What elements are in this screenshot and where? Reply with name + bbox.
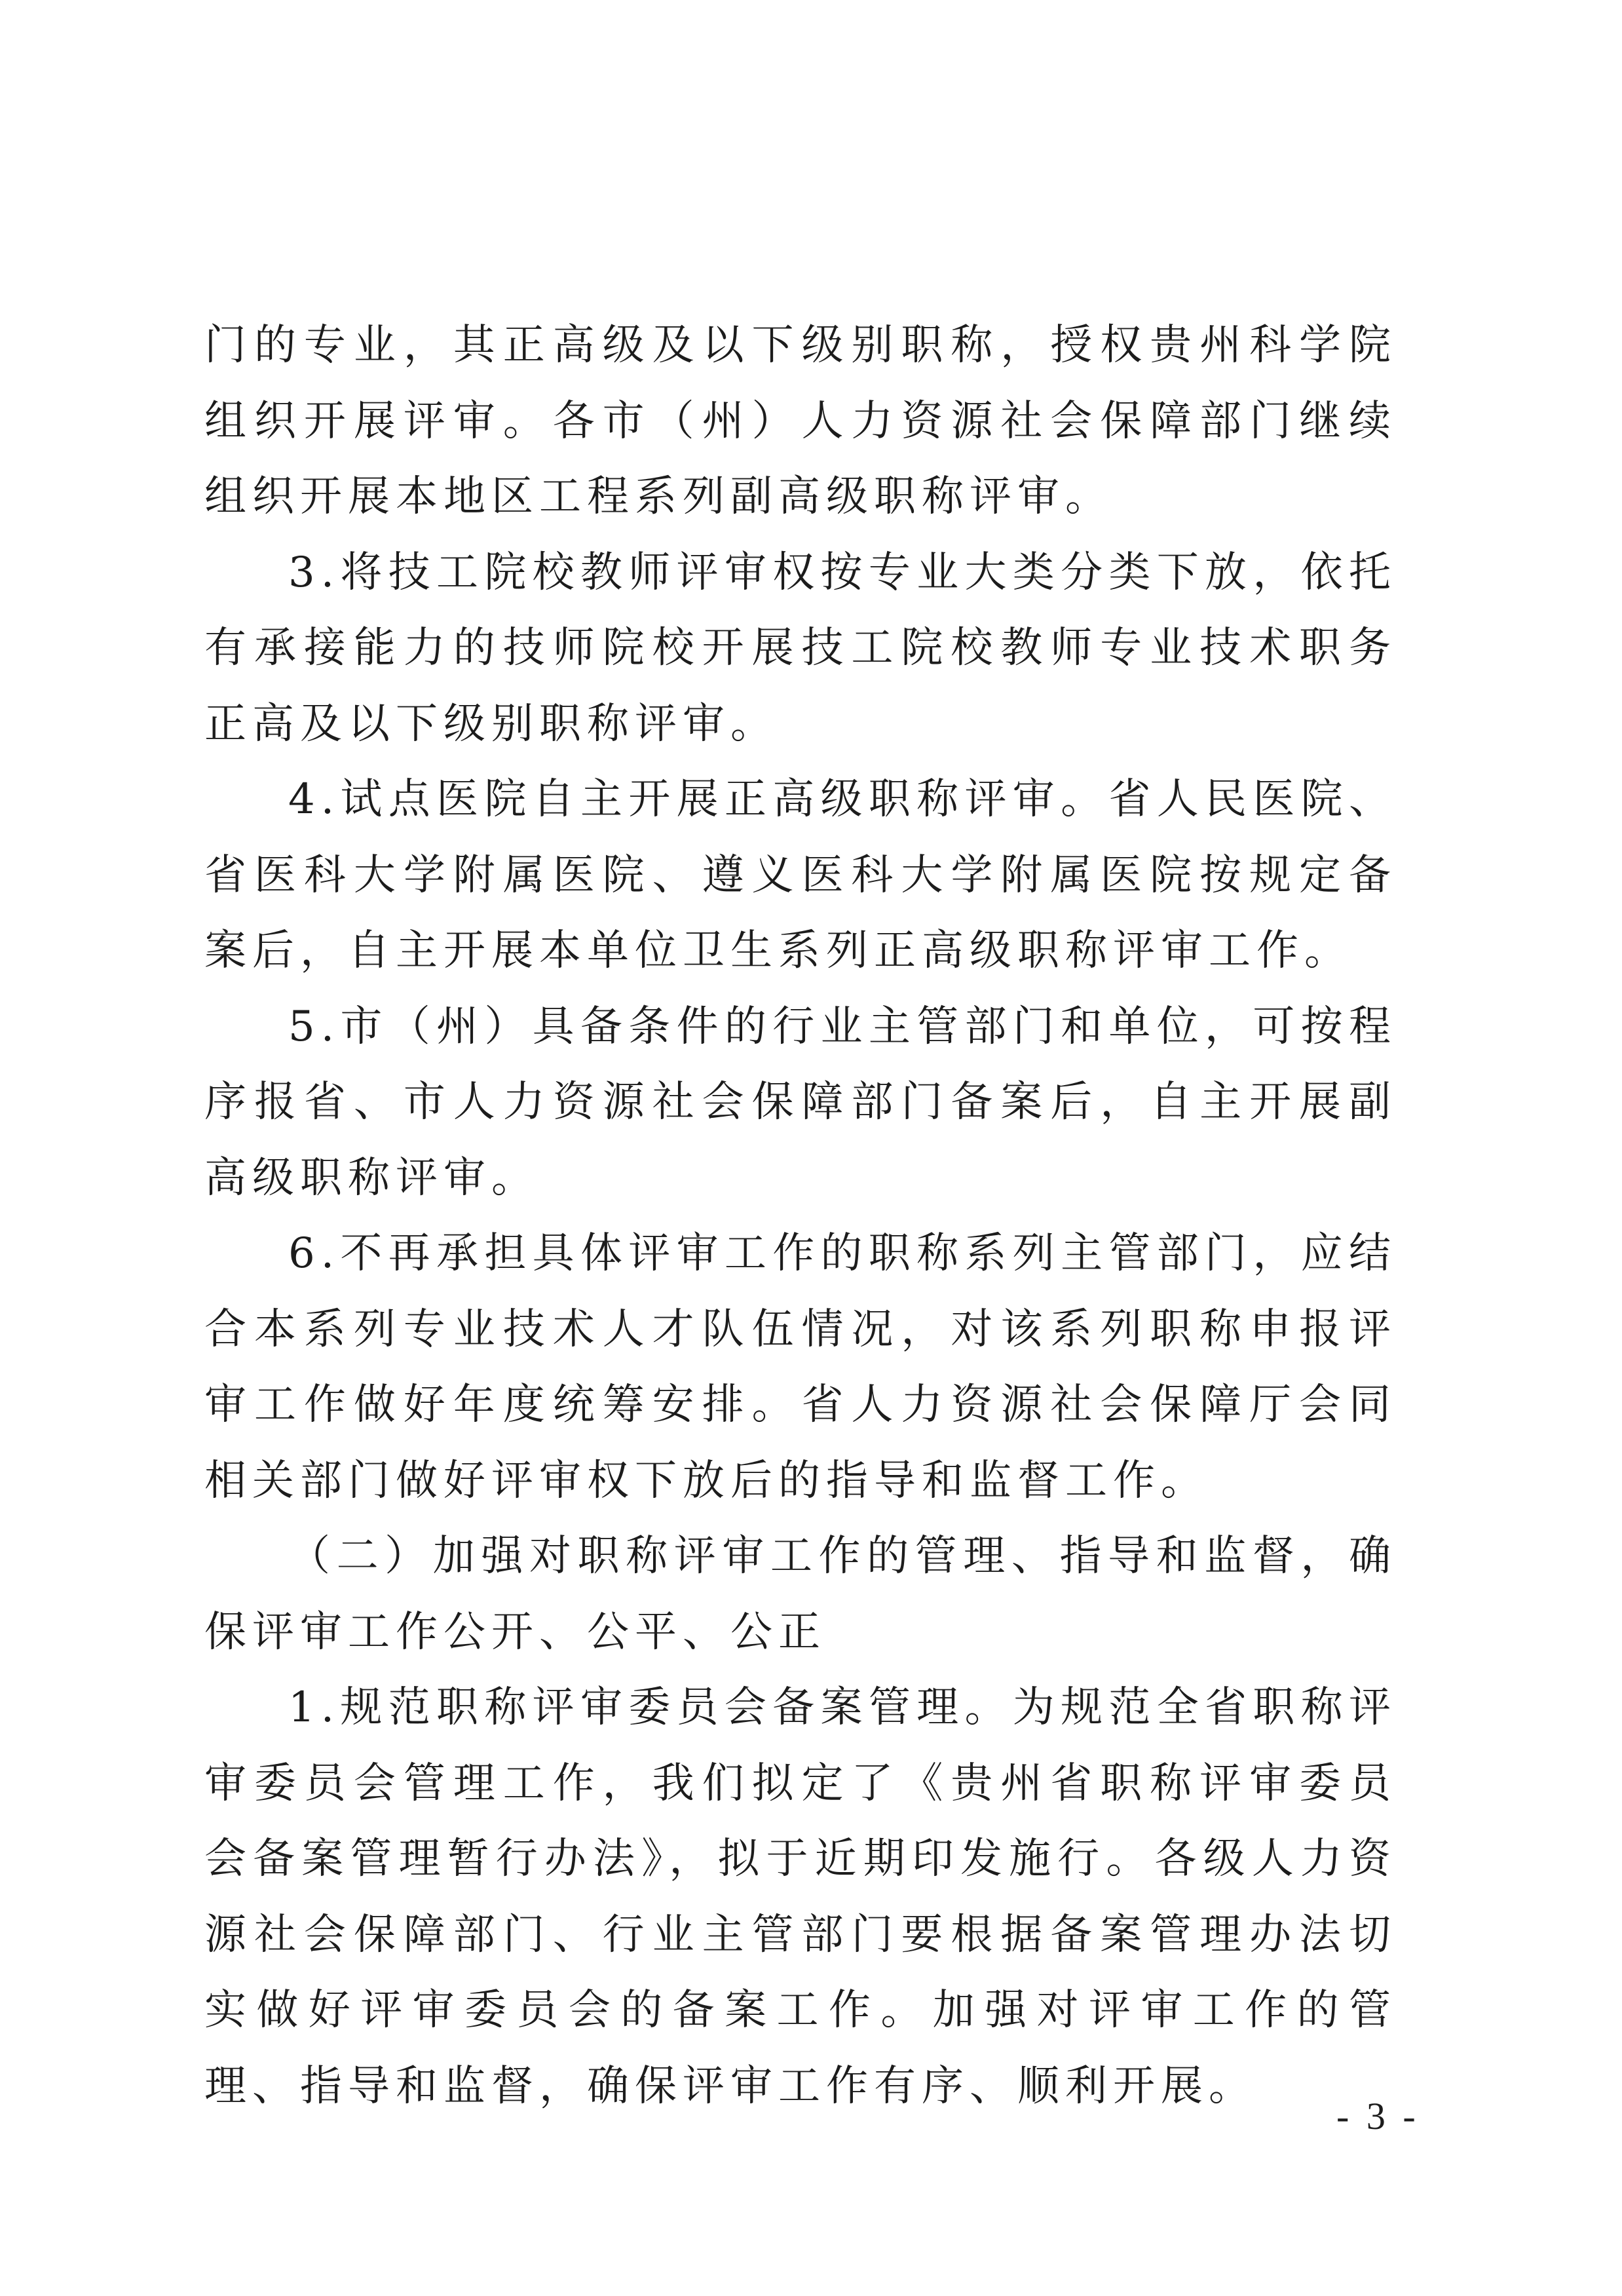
- section-heading-2: （二）加强对职称评审工作的管理、指导和监督，确保评审工作公开、公平、公正: [204, 1532, 1397, 1656]
- paragraph-continuation: 门的专业，其正高级及以下级别职称，授权贵州科学院组织开展评审。各市（州）人力资源社会保障部门继续组织开展本地区工程系列副高级职称评审。: [204, 321, 1397, 521]
- body-text: [204, 308, 1397, 2124]
- paragraph-item-3: 3.将技工院校教师评审权按专业大类分类下放，依托有承接能力的技师院校开展技工院校教师专业技术职务正高及以下级别职称评审。: [204, 548, 1397, 748]
- paragraph-item-4: 4.试点医院自主开展正高级职称评审。省人民医院、省医科大学附属医院、遵义医科大学附属医院按规定备案后，自主开展本单位卫生系列正高级职称评审工作。: [204, 775, 1397, 975]
- page-number: - 3 -: [1336, 2095, 1420, 2137]
- paragraph-item-6: 6.不再承担具体评审工作的职称系列主管部门，应结合本系列专业技术人才队伍情况，对该系列职称申报评审工作做好年度统筹安排。省人力资源社会保障厅会同相关部门做好评审权下放后的指导和监督工作。: [204, 1229, 1397, 1505]
- paragraph-item-5: 5.市（州）具备条件的行业主管部门和单位，可按程序报省、市人力资源社会保障部门备案后，自主开展副高级职称评审。: [204, 1002, 1397, 1202]
- paragraph-section2-item-1: 1.规范职称评审委员会备案管理。为规范全省职称评审委员会管理工作，我们拟定了《贵州省职称评审委员会备案管理暂行办法》，拟于近期印发施行。各级人力资源社会保障部门、行业主管部门要根据备案管理办法切实做好评审委员会的备案工作。加强对评审工作的管理、指导和监督，确保评审工作有序、顺利开展。: [204, 1683, 1397, 2111]
